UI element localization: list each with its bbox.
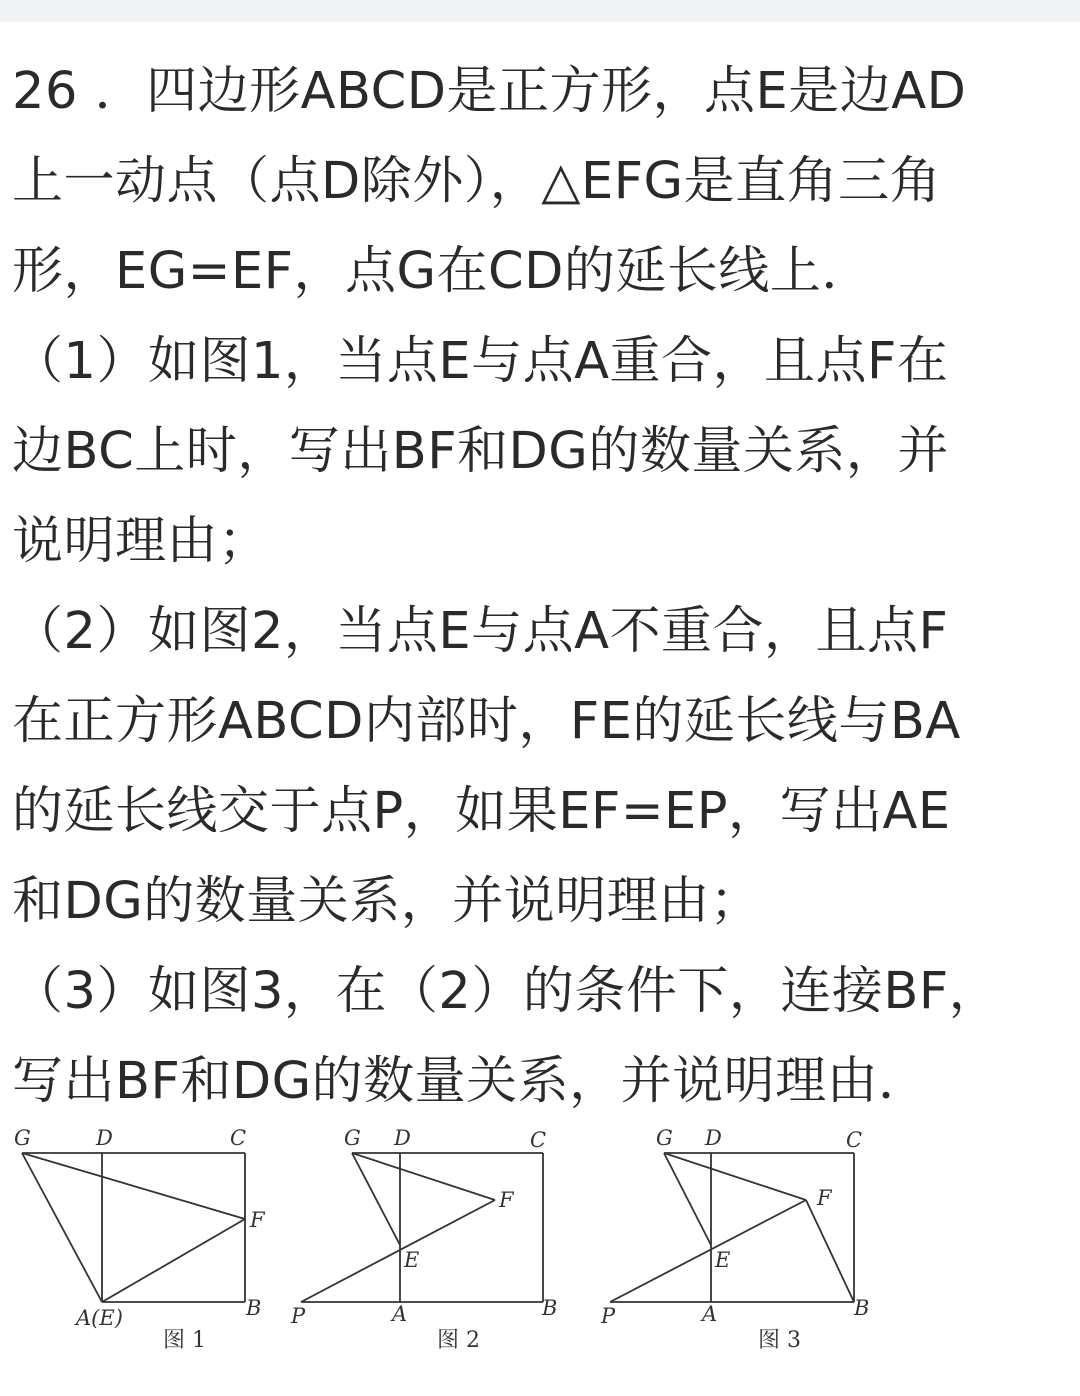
- label-b: B: [246, 1296, 262, 1320]
- label-d: D: [96, 1126, 113, 1150]
- segment-pf: [610, 1200, 806, 1302]
- label-b: B: [542, 1296, 558, 1320]
- label-g: G: [344, 1126, 361, 1150]
- label-f: F: [499, 1188, 514, 1212]
- segment-fb: [806, 1200, 854, 1302]
- problem-line: 说明理由；: [12, 512, 270, 571]
- problem-line: 在正方形ABCD内部时，FE的延长线与BA: [12, 692, 961, 751]
- problem-line: （1）如图1，当点E与点A重合，且点F在: [12, 332, 949, 391]
- figure-3: [600, 1126, 869, 1353]
- problem-line: 边BC上时，写出BF和DG的数量关系，并: [12, 422, 949, 481]
- label-e: E: [715, 1248, 731, 1272]
- figure-2: [290, 1126, 557, 1353]
- segment-ge: [22, 1153, 102, 1302]
- label-d: D: [705, 1126, 722, 1150]
- label-c: C: [530, 1128, 547, 1152]
- problem-line: 的延长线交于点P，如果EF=EP，写出AE: [12, 782, 951, 841]
- problem-line: 形，EG=EF，点G在CD的延长线上．: [12, 242, 873, 301]
- figure-caption: 图 2: [437, 1328, 480, 1353]
- problem-text: [12, 52, 1072, 1132]
- segment-pf: [301, 1200, 495, 1302]
- label-ae: A(E): [76, 1306, 123, 1330]
- top-bar: [0, 0, 1080, 22]
- label-f: F: [250, 1208, 265, 1232]
- label-g: G: [656, 1126, 673, 1150]
- label-e: E: [404, 1248, 420, 1272]
- problem-line: （2）如图2，当点E与点A不重合，且点F: [12, 602, 949, 661]
- label-f: F: [817, 1186, 832, 1210]
- label-p: P: [291, 1304, 306, 1328]
- label-a: A: [392, 1302, 408, 1326]
- label-p: P: [601, 1304, 616, 1328]
- label-c: C: [846, 1128, 863, 1152]
- label-a: A: [702, 1302, 718, 1326]
- label-d: D: [394, 1126, 411, 1150]
- figure-1: [14, 1126, 266, 1353]
- figure-caption: 图 1: [163, 1328, 206, 1353]
- geometry-figures: [0, 1115, 1080, 1375]
- figure-caption: 图 3: [758, 1328, 801, 1353]
- problem-line: 和DG的数量关系，并说明理由；: [12, 872, 762, 931]
- problem-line: （3）如图3，在（2）的条件下，连接BF，: [12, 962, 1001, 1021]
- label-c: C: [230, 1126, 247, 1150]
- problem-line: 上一动点（点D除外），△EFG是直角三角: [12, 152, 942, 211]
- problem-line: 26 ．四边形ABCD是正方形，点E是边AD: [12, 62, 967, 121]
- label-g: G: [14, 1126, 31, 1150]
- problem-line: 写出BF和DG的数量关系，并说明理由．: [12, 1052, 930, 1111]
- segment-ef: [102, 1219, 245, 1302]
- segment-gf: [22, 1153, 245, 1219]
- label-b: B: [854, 1296, 870, 1320]
